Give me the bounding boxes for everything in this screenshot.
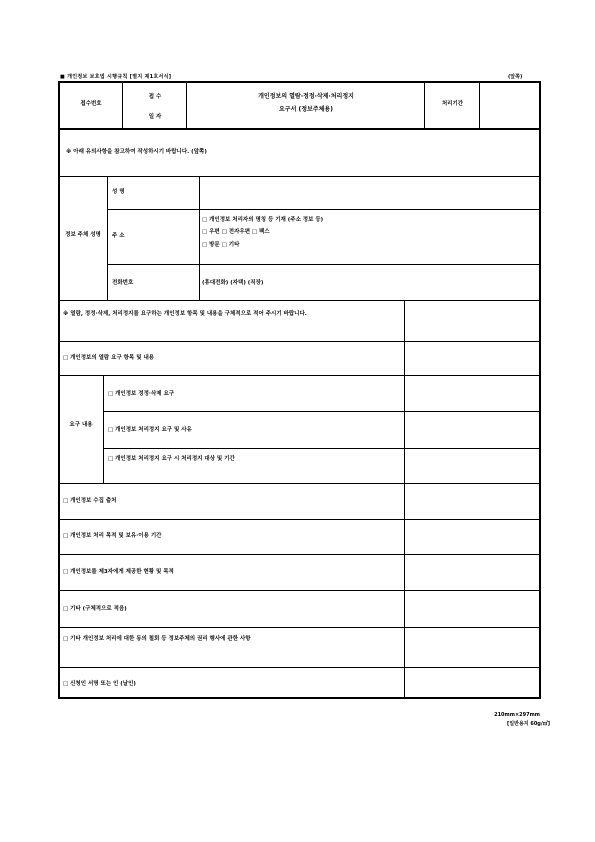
paper-type: [일반용지 60g/㎡] [507,721,550,727]
purpose-period-row: □ 개인정보 처리 목적 및 보유·이용 기간 [63,533,162,539]
address-label: 주 소 [112,233,125,239]
address-text-3: □ 방문 □ 기타 [202,242,240,248]
request-group-label: 요구 내용 [69,422,93,428]
receipt-number-label: 접수번호 [80,101,102,107]
name-label: 성 명 [112,189,125,195]
third-party-row: □ 개인정보를 제3자에게 제공한 현황 및 목적 [63,569,174,575]
address-text-2: □ 우편 □ 전자우편 □ 팩스 [202,229,270,235]
address-text-1: □ 개인정보 처리자의 명칭 등 기재 (주소 정보 등) [202,217,324,223]
item-note-row: ※ 열람, 정정·삭제, 처리정지를 요구하는 개인정보 항목 및 내용을 구체적으로 적어 주시기 바랍니다. [63,311,307,317]
signature-row: □ 신청인 서명 또는 인 (날인) [63,681,136,687]
receipt-date-label-1: 접 수 [148,94,162,100]
other-row: □ 기타 (구체적으로 적음) [63,606,127,612]
paper-size: 210mm×297mm [494,712,540,718]
request-item-suspension: □ 개인정보 처리정지 요구 및 사유 [108,427,192,433]
form-title-line2: 요구서 (정보주체용) [279,106,333,113]
processing-period-label: 처리기간 [441,101,464,107]
request-item-correction: □ 개인정보 정정·삭제 요구 [108,391,175,397]
page-side-tag: (앞쪽) [508,74,523,80]
phone-text: (휴대전화) (자택) (직장) [202,280,264,286]
form-reference: ■ 개인정보 보호법 시행규칙 [별지 제1호서식] [60,74,172,80]
receipt-date-label-2: 일 자 [148,114,162,120]
phone-label: 전화번호 [112,280,134,286]
request-item-suspension-target: □ 개인정보 처리정지 요구 시 처리정지 대상 및 기간 [108,456,235,462]
applicant-group-label: 정보 주체 성명 [65,232,101,238]
collection-source-row: □ 개인정보 수집 출처 [63,498,117,504]
intro-note: ※ 아래 유의사항을 참고하여 작성하시기 바랍니다. (앞쪽) [66,149,207,155]
rights-exercise-row: □ 기타 개인정보 처리에 대한 동의 철회 등 정보주체의 권리 행사에 관한 사항 [63,636,251,642]
read-request-row: □ 개인정보의 열람 요구 항목 및 내용 [63,355,155,361]
form-title-line1: 개인정보의 열람·정정·삭제·처리정지 [258,93,354,100]
